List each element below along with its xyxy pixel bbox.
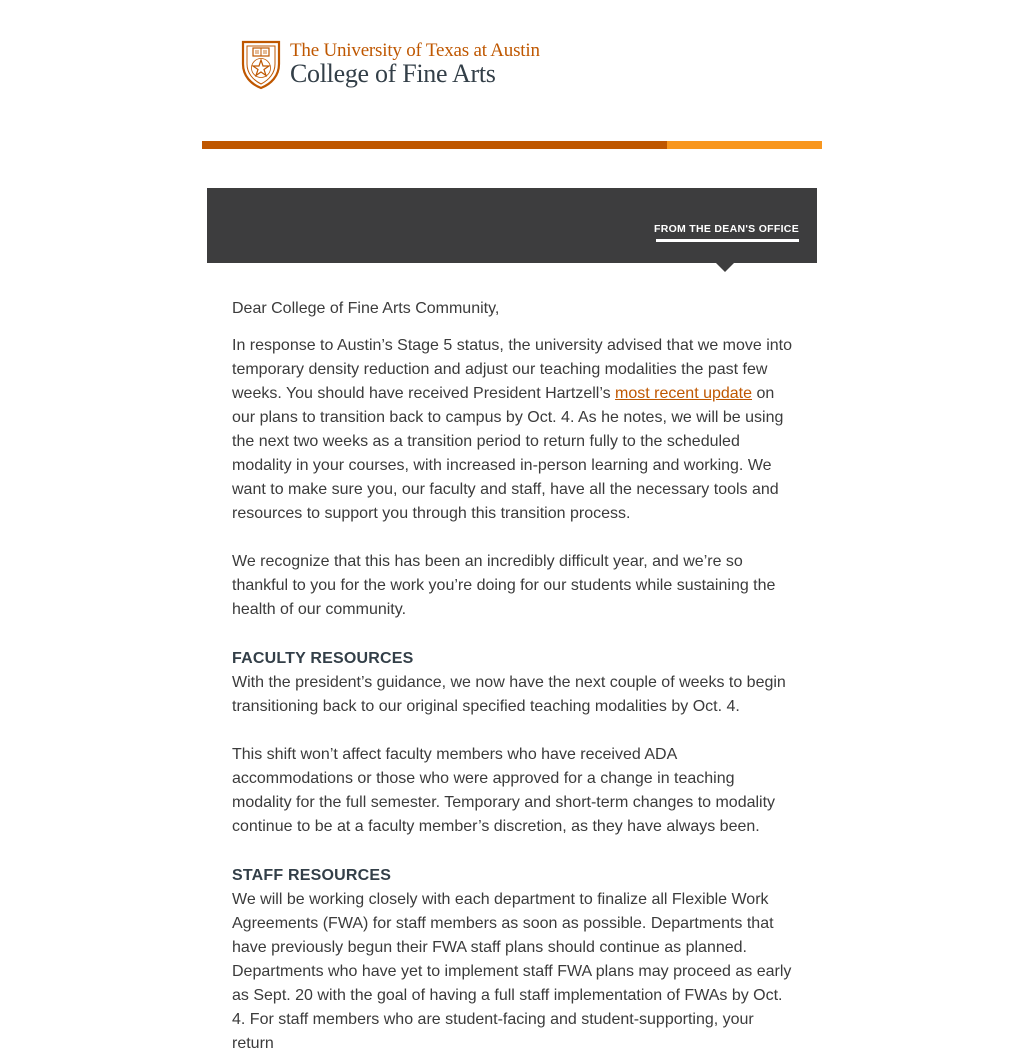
divider-rule-light — [667, 141, 822, 149]
college-logo[interactable] — [241, 40, 551, 92]
staff-paragraph-1: We will be working closely with each department to finalize all Flexible Work Agreements (FWA) for staff members as soon as possible. Departments that have previously begun their FWA staff plans should continue as planned. Departments who have yet to implement staff FWA plans may proceed as early as Sept. 20 with the goal of having a full staff implementation of FWAs by Oct. 4. For staff members who are student-facing and student-supporting, your return — [232, 891, 792, 1052]
letter-paragraph-2: We recognize that this has been an incredibly difficult year, and we’re so thankful to you for the work you’re doing for our students while sustaining the health of our community. — [232, 553, 776, 618]
banner-label: FROM THE DEAN'S OFFICE — [653, 223, 799, 235]
faculty-paragraph-2: This shift won’t affect faculty members who have received ADA accommodations or those who were approved for a change in teaching modality for the full semester. Temporary and short-term changes to modality continue to be at a faculty member’s discretion, as they have always been. — [232, 746, 776, 835]
dean-office-banner — [207, 188, 817, 263]
most-recent-update-link[interactable]: most recent update — [615, 385, 753, 402]
p1-text-before: In response to Austin’s Stage 5 status, the university advised that we move into temporary density reduction and adjust our teaching modalities the past few weeks. You should have received President Hartzell’s — [232, 337, 793, 402]
letter-greeting: Dear College of Fine Arts Community, — [232, 300, 500, 317]
p1-text-after: on our plans to transition back to campus by Oct. 4. As he notes, we will be using the next two weeks as a transition period to return fully to the scheduled modality in your courses, with increased in-person learning and working. We want to make sure you, our faculty and staff, have all the necessary tools and resources to support you through this transition process. — [232, 385, 784, 522]
letter-body — [232, 297, 794, 1056]
shield-seal-icon — [241, 40, 281, 90]
banner-underline — [656, 239, 799, 242]
college-name: College of Fine Arts — [290, 59, 496, 88]
letter-paragraph-1 — [232, 334, 794, 526]
faculty-resources-heading: FACULTY RESOURCES — [232, 650, 414, 667]
university-name: The University of Texas at Austin — [290, 40, 540, 61]
banner-notch — [716, 263, 734, 272]
divider-rule-dark — [202, 141, 667, 149]
staff-resources-heading: STAFF RESOURCES — [232, 867, 392, 884]
faculty-paragraph-1: With the president’s guidance, we now have the next couple of weeks to begin transitioning back to our original specified teaching modalities by Oct. 4. — [232, 674, 786, 715]
